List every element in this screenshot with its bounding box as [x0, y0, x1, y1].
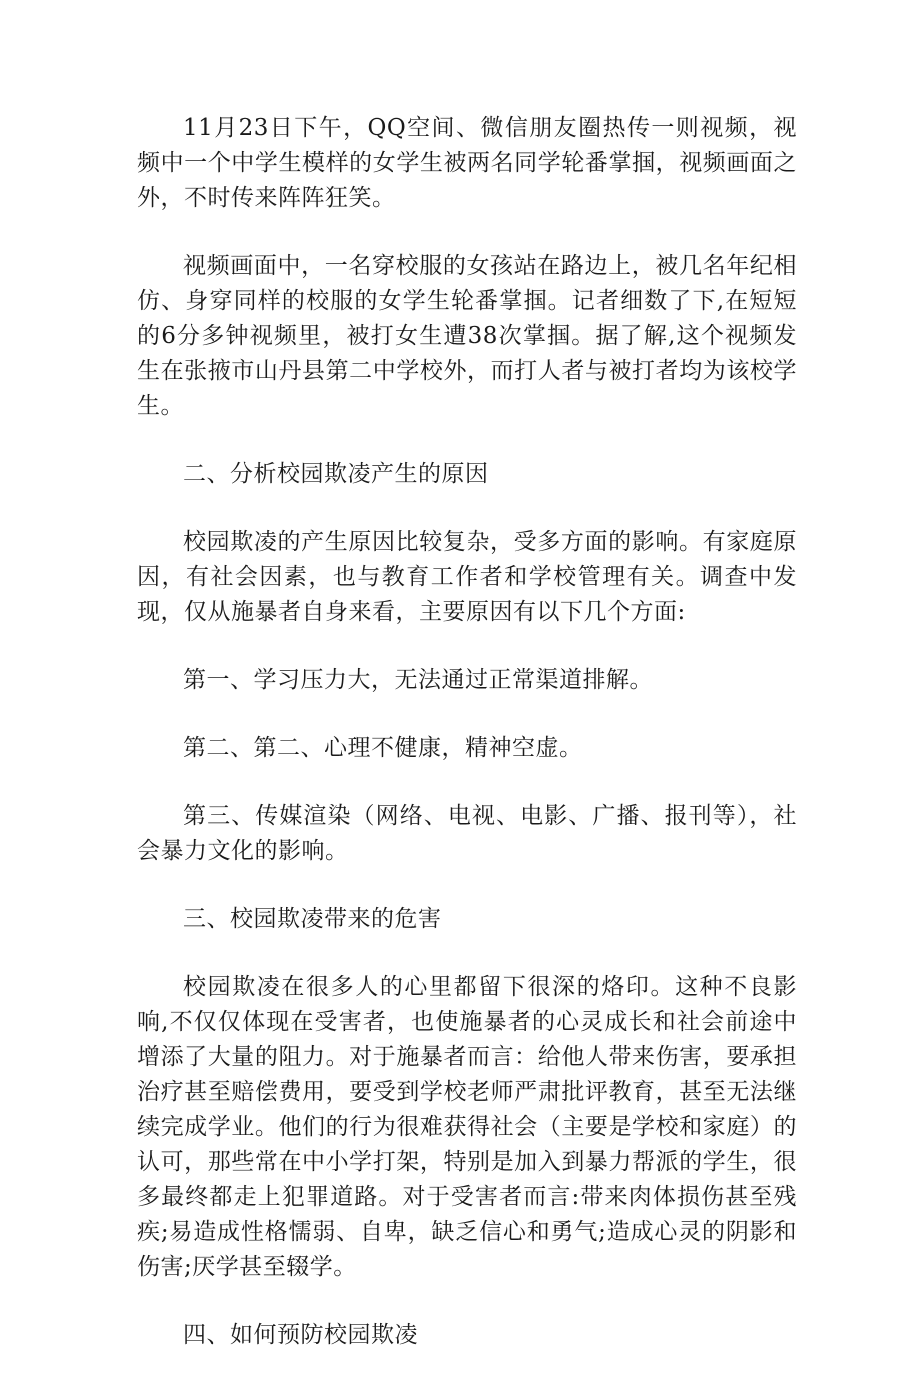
list-item-cause-1: 第一、学习压力大，无法通过正常渠道排解。 [183, 667, 653, 693]
section-heading-harms: 三、校园欺凌带来的危害 [183, 906, 442, 932]
list-item-cause-2: 第二、第二、心理不健康，精神空虚。 [183, 735, 583, 761]
paragraph-video-report: 11月23日下午，QQ空间、微信朋友圈热传一则视频，视频中一个中学生模样的女学生被两名同学轮番掌掴，视频画面之外，不时传来阵阵狂笑。 [137, 115, 797, 211]
list-item-cause-3: 第三、传媒渲染（网络、电视、电影、广播、报刊等），社会暴力文化的影响。 [137, 803, 797, 864]
section-heading-prevention: 四、如何预防校园欺凌 [183, 1322, 418, 1348]
section-heading-causes: 二、分析校园欺凌产生的原因 [183, 461, 489, 487]
paragraph-harms: 校园欺凌在很多人的心里都留下很深的烙印。这种不良影响,不仅仅体现在受害者，也使施暴者的心灵成长和社会前途中增添了大量的阻力。对于施暴者而言：给他人带来伤害，要承担治疗甚至赔偿费用，要受到学校老师严肃批评教育，甚至无法继续完成学业。他们的行为很难获得社会（主要是学校和家庭）的认可，那些常在中小学打架，特别是加入到暴力帮派的学生，很多最终都走上犯罪道路。对于受害者而言:带来肉体损伤甚至残疾;易造成性格懦弱、自卑，缺乏信心和勇气;造成心灵的阴影和伤害;厌学甚至辍学。 [137, 974, 797, 1280]
document-body [137, 111, 797, 1386]
paragraph-video-details: 视频画面中，一名穿校服的女孩站在路边上，被几名年纪相仿、身穿同样的校服的女学生轮番掌掴。记者细数了下,在短短的6分多钟视频里，被打女生遭38次掌掴。据了解,这个视频发生在张掖市山丹县第二中学校外，而打人者与被打者均为该校学生。 [137, 253, 797, 419]
paragraph-causes-intro: 校园欺凌的产生原因比较复杂，受多方面的影响。有家庭原因，有社会因素，也与教育工作者和学校管理有关。调查中发现，仅从施暴者自身来看，主要原因有以下几个方面: [137, 529, 797, 625]
